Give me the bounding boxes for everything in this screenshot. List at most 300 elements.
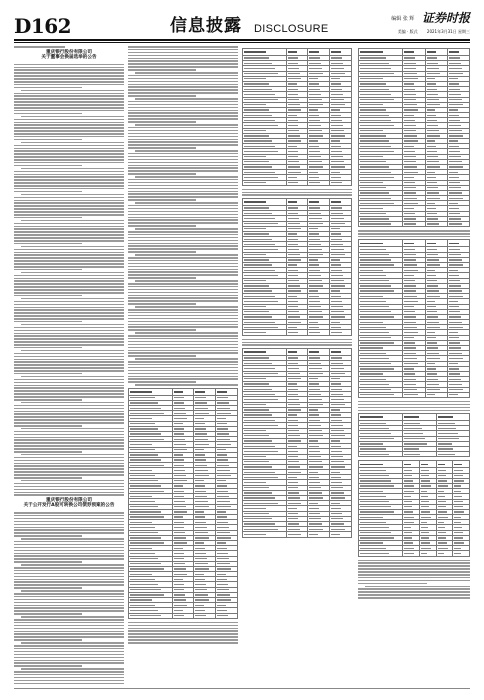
cell-text-mark [217,599,231,600]
text-line [14,579,124,581]
cell-text-mark [309,430,321,431]
table-cell [194,613,216,618]
cell-text-mark [421,542,430,543]
cell-text-mark [360,140,389,141]
cell-text-mark [244,285,269,286]
text-line [14,249,124,251]
text-line [14,364,124,366]
cell-text-mark [195,470,207,471]
cell-text-mark [288,296,297,297]
cell-text-mark [331,477,341,478]
text-line [21,116,124,118]
cell-text-mark [288,130,300,131]
text-line [14,211,124,213]
cell-text-mark [309,228,318,229]
cell-text-mark [404,485,413,486]
cell-text-mark [309,513,320,514]
cell-text-mark [217,594,230,595]
cell-text-mark [174,610,183,611]
table-cell [129,613,173,618]
cell-text-mark [217,501,230,502]
cell-text-mark [244,73,278,74]
cell-text-mark [331,311,344,312]
cell-text-mark [244,140,272,141]
cell-text-mark [331,461,344,462]
cell-text-mark [195,599,208,600]
cell-text-mark [288,357,298,358]
text-line [128,118,238,120]
cell-text-mark [360,198,391,199]
cell-text-mark [244,357,269,358]
cell-text-mark [288,404,301,405]
cell-text-mark [288,125,299,126]
text-line [14,437,124,439]
cell-text-mark [360,187,386,188]
text-line [128,633,238,635]
text-line [14,269,82,271]
cell-text-mark [195,439,207,440]
cell-text-mark [331,357,342,358]
cell-text-mark [404,166,417,167]
table-cell [286,348,308,355]
cell-text-mark [360,275,386,276]
cell-text-mark [174,449,188,450]
text-line [128,642,238,644]
table-cell [286,198,308,205]
cell-text-mark [331,508,341,509]
cell-text-mark [244,327,278,328]
cell-text-mark [404,73,417,74]
text-line [128,378,238,380]
text-line [14,584,124,586]
cell-text-mark [360,166,389,167]
cell-text-mark [449,213,460,214]
cell-text-mark [360,337,391,338]
cell-text-mark [427,327,441,328]
cell-text-mark [404,78,418,79]
cell-text-mark [360,322,383,323]
cell-text-mark [217,423,227,424]
text-line [128,205,238,207]
cell-text-mark [288,492,300,493]
cell-text-mark [217,496,229,497]
text-line [358,577,470,579]
notice-body [14,512,124,684]
cell-text-mark [421,496,428,497]
table-row [243,180,352,185]
notice-title: 关于董事会换届选举的公告 [41,55,97,61]
cell-text-mark [244,115,272,116]
cell-text-mark [360,311,391,312]
cell-text-mark [360,223,391,224]
page-code: D162 [14,14,72,38]
data-table [358,413,470,457]
cell-text-mark [427,78,436,79]
text-line [14,408,124,410]
cell-text-mark [288,99,300,100]
text-line [14,434,124,436]
text-line [14,367,124,369]
cell-text-mark [288,482,298,483]
cell-text-mark [244,57,269,58]
cell-text-mark [331,201,341,203]
cell-text-mark [404,332,418,333]
cell-text-mark [217,589,229,590]
cell-text-mark [449,208,459,209]
contact-line: 美编 · 版式 [397,29,418,34]
table-cell [286,49,308,56]
text-line [14,133,124,135]
cell-text-mark [331,130,344,131]
table-grid [358,460,470,556]
cell-text-mark [438,522,445,523]
cell-text-mark [449,264,463,265]
cell-text-mark [309,244,320,245]
table-cell [359,49,403,56]
text-line [128,66,238,68]
cell-text-mark [360,433,391,434]
table-cell [447,392,469,397]
text-line [242,339,352,341]
cell-text-mark [288,94,299,95]
cell-text-mark [404,280,414,281]
cell-text-mark [244,244,275,245]
table-cell [243,532,287,537]
cell-text-mark [421,491,427,492]
cell-text-mark [331,51,341,53]
cell-text-mark [360,327,386,328]
cell-text-mark [449,198,463,199]
cell-text-mark [217,475,231,476]
cell-text-mark [288,311,300,312]
cell-text-mark [331,275,343,276]
text-line [21,350,124,352]
text-line [14,145,124,147]
cell-text-mark [288,466,301,467]
text-line [14,561,82,563]
cell-text-mark [427,342,438,343]
cell-text-mark [195,465,206,466]
cell-text-mark [449,146,459,147]
cell-text-mark [288,233,297,234]
cell-text-mark [309,207,320,208]
text-line [14,465,124,467]
text-line [128,361,238,363]
cell-text-mark [174,496,185,497]
cell-text-mark [130,444,152,445]
masthead-rule-thin [14,42,470,43]
text-line [21,642,124,644]
cell-text-mark [421,532,429,533]
cell-text-mark [404,259,416,260]
table-cell [420,551,437,556]
cell-text-mark [288,172,302,173]
cell-text-mark [288,280,300,281]
cell-text-mark [288,322,302,323]
cell-text-mark [130,579,155,580]
cell-text-mark [244,322,275,323]
cell-text-mark [288,109,302,110]
cell-text-mark [360,428,389,429]
table-cell [436,461,453,468]
cell-text-mark [331,446,341,447]
cell-text-mark [195,397,206,398]
cell-text-mark [244,508,266,509]
table-cell [436,551,453,556]
cell-text-mark [195,589,206,590]
text-line [14,425,82,427]
text-line [14,474,124,476]
data-table [358,239,470,397]
cell-text-mark [360,506,391,507]
cell-text-mark [427,83,437,84]
cell-text-mark [331,156,343,157]
text-line [14,607,124,609]
text-line [21,564,124,566]
cell-text-mark [288,254,301,255]
cell-text-mark [449,394,458,395]
text-line [128,251,196,253]
text-line [14,399,82,401]
cell-text-mark [288,177,297,178]
cell-text-mark [174,511,188,512]
table-grid [358,48,470,227]
cell-text-mark [217,532,230,533]
cell-text-mark [195,574,204,575]
cell-text-mark [130,402,158,403]
text-line [128,156,238,158]
text-line [14,335,124,337]
cell-text-mark [195,558,206,559]
cell-text-mark [360,389,391,390]
cell-text-mark [195,413,208,414]
cell-text-mark [449,311,460,312]
cell-text-mark [309,264,319,265]
cell-text-mark [404,223,416,224]
cell-text-mark [244,68,275,69]
cell-text-mark [309,383,319,384]
cell-text-mark [360,182,383,183]
table-grid [242,348,352,538]
cell-text-mark [404,537,412,538]
cell-text-mark [404,115,413,116]
text-line [14,645,124,647]
cell-text-mark [331,228,340,229]
text-line [14,665,82,667]
cell-text-mark [427,223,440,224]
cell-text-mark [360,475,389,476]
cell-text-mark [427,99,440,100]
cell-text-mark [449,177,459,178]
text-line [128,373,238,375]
cell-text-mark [360,78,383,79]
cell-text-mark [288,446,297,447]
editor-line: 编辑 张 辉 [391,16,415,22]
cell-text-mark [244,492,272,493]
cell-text-mark [309,166,322,167]
text-line [128,130,238,132]
cell-text-mark [244,89,272,90]
cell-text-mark [288,430,300,431]
table-cell [425,222,447,227]
cell-text-mark [309,306,320,307]
cell-text-mark [331,451,342,452]
cell-text-mark [421,511,430,512]
notice-heading [14,50,124,61]
cell-text-mark [244,466,272,467]
text-line [128,335,238,337]
cell-text-mark [130,470,152,471]
cell-text-mark [174,423,183,424]
cell-text-mark [331,99,344,100]
text-line [135,384,238,386]
text-line [14,214,124,216]
text-line [14,226,124,228]
cell-text-mark [217,558,229,559]
cell-text-mark [360,270,383,271]
cell-text-mark [217,537,231,538]
cell-text-mark [331,249,344,250]
cell-text-mark [360,264,394,265]
cell-text-mark [217,480,226,481]
cell-text-mark [421,553,427,554]
table-cell [243,49,287,56]
cell-text-mark [331,115,341,116]
cell-text-mark [195,454,205,455]
text-line [14,660,124,662]
cell-text-mark [331,161,344,162]
cell-text-mark [244,83,269,84]
cell-text-mark [449,259,462,260]
cell-text-mark [217,459,228,460]
cell-text-mark [360,109,386,110]
cell-text-mark [427,135,441,136]
cell-text-mark [427,259,440,260]
cell-text-mark [244,218,275,219]
cell-text-mark [404,353,416,354]
table-cell [447,222,469,227]
cell-text-mark [130,574,152,575]
text-line [365,586,470,588]
text-line [128,69,196,71]
cell-text-mark [404,275,413,276]
cell-text-mark [427,192,440,193]
cell-text-mark [174,418,188,419]
cell-text-mark [288,472,302,473]
text-line [14,156,124,158]
cell-text-mark [130,408,161,409]
table-cell [172,388,194,395]
cell-text-mark [217,615,228,616]
text-line [14,191,82,193]
data-table [128,388,238,619]
cell-text-mark [360,332,389,333]
cell-text-mark [438,511,447,512]
text-line [14,84,124,86]
cell-text-mark [360,394,394,395]
cell-text-mark [404,270,418,271]
cell-text-mark [454,491,461,492]
text-line [21,480,124,482]
cell-text-mark [195,496,206,497]
cell-text-mark [449,140,458,141]
cell-text-mark [404,104,417,105]
text-line [128,628,238,630]
cell-text-mark [288,368,300,369]
cell-text-mark [130,480,158,481]
cell-text-mark [331,239,342,240]
cell-text-mark [427,104,441,105]
cell-text-mark [309,290,318,291]
cell-text-mark [288,182,298,183]
text-line [128,49,238,51]
notice-body [358,230,470,237]
cell-text-mark [331,523,344,524]
cell-text-mark [360,448,386,449]
cell-text-mark [130,485,161,486]
text-line [14,361,124,363]
cell-text-mark [288,156,299,157]
cell-text-mark [427,353,440,354]
text-line [128,104,238,106]
cell-text-mark [217,527,229,528]
cell-text-mark [288,259,302,260]
cell-text-mark [449,156,461,157]
text-line [128,352,238,354]
text-line [14,373,82,375]
cell-text-mark [217,465,229,466]
cell-text-mark [331,104,345,105]
cell-text-mark [309,233,319,234]
cell-text-mark [309,368,321,369]
cell-text-mark [130,433,161,434]
cell-text-mark [217,454,227,455]
cell-text-mark [421,548,431,549]
cell-text-mark [331,332,342,333]
text-line [128,147,196,149]
table-cell [172,613,194,618]
cell-text-mark [449,337,459,338]
cell-text-mark [331,513,342,514]
text-line [14,81,124,83]
cell-text-mark [449,78,458,79]
cell-text-mark [244,94,275,95]
cell-text-mark [438,423,455,424]
cell-text-mark [288,73,301,74]
cell-text-mark [244,311,269,312]
table-cell [453,461,470,468]
cell-text-mark [438,428,456,429]
cell-text-mark [288,378,302,379]
text-line [14,599,124,601]
text-line [128,283,238,285]
text-line [14,338,124,340]
cell-text-mark [309,440,318,441]
text-line [14,547,124,549]
text-line [14,176,124,178]
cell-text-mark [438,480,447,481]
cell-text-mark [244,270,275,271]
text-line [14,295,82,297]
text-line [14,471,124,473]
cell-text-mark [288,104,301,105]
text-line [14,390,124,392]
cell-text-mark [360,363,391,364]
cell-text-mark [438,433,458,434]
cell-text-mark [174,574,188,575]
cell-text-mark [360,99,394,100]
cell-text-mark [404,389,417,390]
